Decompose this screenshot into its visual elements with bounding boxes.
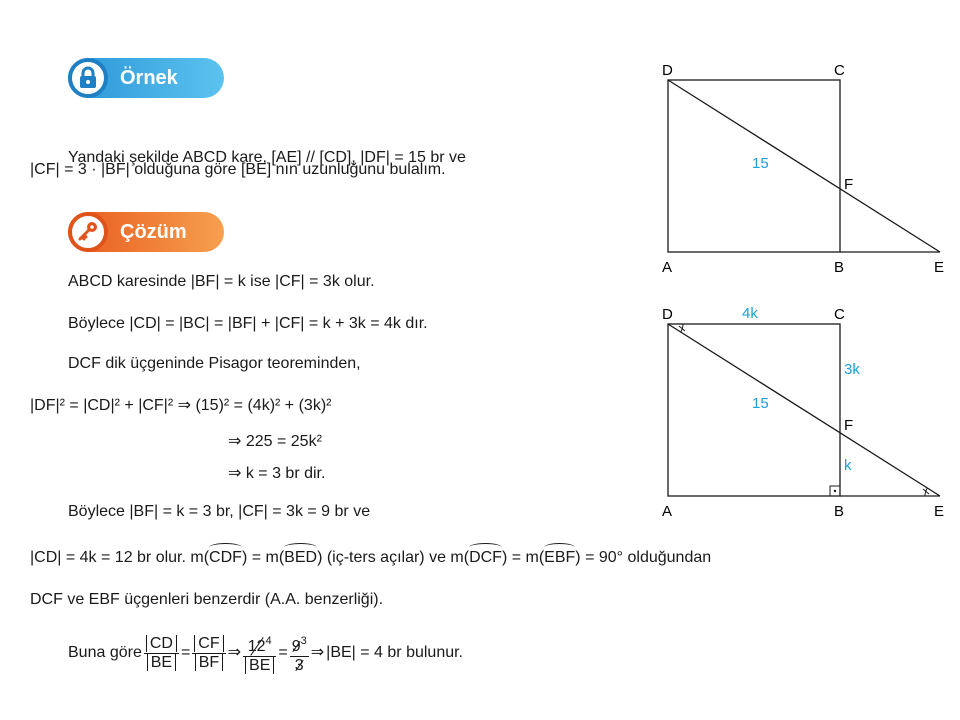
solution-line-3: DCF dik üçgeninde Pisagor teoreminden, — [68, 355, 361, 372]
solution-line-2: Böylece |CD| = |BC| = |BF| + |CF| = k + 3k = 4k dır. — [68, 315, 428, 332]
length-df-2: 15 — [752, 395, 769, 412]
reduced-3: 3 — [300, 634, 307, 647]
right-angle-dot — [834, 490, 836, 492]
solution-badge — [68, 212, 224, 252]
line8-part-e: ) = 90° olduğundan — [575, 549, 712, 566]
fraction-cd-be — [144, 635, 179, 672]
figure-1 — [650, 58, 950, 298]
label-b: B — [834, 259, 845, 276]
figure-2 — [650, 302, 950, 522]
fraction-12-be — [243, 632, 276, 675]
angle-ebf: EBF — [544, 549, 576, 566]
struck-3: 3 — [294, 656, 304, 674]
frac-cf: CF — [194, 635, 223, 652]
key-icon — [68, 212, 108, 252]
solution-line-5: ⇒ 225 = 25k² — [228, 433, 322, 450]
solution-line-10: Buna göre $\frac{CD}{BE}$ = $\frac{CF}{BF}$ ⇒ $\frac{12^4}{BE}$ = $\frac{9^3}{3}$ ⇒ |BE| = 4 br bulunur. — [68, 630, 463, 676]
frac-cd: CD — [146, 635, 177, 652]
solution-badge-label: Çözüm — [120, 221, 187, 243]
label-f-2: F — [844, 417, 854, 434]
frac-be-2: BE — [245, 657, 274, 674]
fraction-cf-bf — [192, 635, 225, 672]
segment-de — [668, 80, 940, 252]
label-e: E — [934, 259, 945, 276]
solution-line-6: ⇒ k = 3 br dir. — [228, 465, 326, 482]
line8-part-c: ) (iç-ters açılar) ve m( — [317, 549, 470, 566]
line10-lead: Buna göre — [68, 644, 142, 661]
label-c-2: C — [834, 306, 845, 323]
solution-line-9: DCF ve EBF üçgenleri benzerdir (A.A. benzerliği). — [30, 591, 384, 608]
label-b-2: B — [834, 503, 845, 520]
fraction-9-3 — [290, 632, 309, 675]
length-cf: 3k — [844, 361, 860, 378]
length-bf: k — [844, 457, 852, 474]
solution-line-8 — [30, 548, 711, 568]
lock-icon — [68, 58, 108, 98]
line8-part-b: ) = m( — [241, 549, 285, 566]
example-line-1: Yandaki şekilde ABCD kare, [AE] // [CD], |DF| = 15 br ve — [68, 149, 466, 166]
frac-be: BE — [147, 654, 176, 671]
label-f: F — [844, 176, 854, 193]
label-c: C — [834, 62, 845, 79]
line8-part-d: ) = m( — [501, 549, 545, 566]
angle-dcf: DCF — [469, 549, 502, 566]
label-e-2: E — [934, 503, 945, 520]
length-df: 15 — [752, 155, 769, 172]
segment-de-2 — [668, 324, 940, 496]
line8-part-a: |CD| = 4k = 12 br olur. m( — [30, 549, 210, 566]
label-d: D — [662, 62, 673, 79]
reduced-4: 4 — [265, 634, 272, 647]
solution-line-7: Böylece |BF| = k = 3 br, |CF| = 3k = 9 br ve — [68, 503, 371, 520]
solution-line-4: |DF|² = |CD|² + |CF|² ⇒ (15)² = (4k)² + (3k)² — [30, 397, 332, 414]
angle-bed: BED — [284, 549, 318, 566]
example-badge-label: Örnek — [120, 67, 178, 89]
solution-line-1: ABCD karesinde |BF| = k ise |CF| = 3k olur. — [68, 273, 375, 290]
struck-9: 9 — [291, 637, 301, 655]
struck-12: 12 — [247, 637, 266, 655]
angle-cdf: CDF — [209, 549, 242, 566]
label-a-2: A — [662, 503, 673, 520]
label-a: A — [662, 259, 673, 276]
length-dc: 4k — [742, 305, 758, 322]
example-badge — [68, 58, 224, 98]
label-d-2: D — [662, 306, 673, 323]
example-line-2: |CF| = 3 · |BF| olduğuna göre [BE] nın uzunluğunu bulalım. — [30, 161, 446, 178]
frac-bf: BF — [195, 654, 223, 671]
line10-result: |BE| = 4 br bulunur. — [326, 644, 463, 661]
